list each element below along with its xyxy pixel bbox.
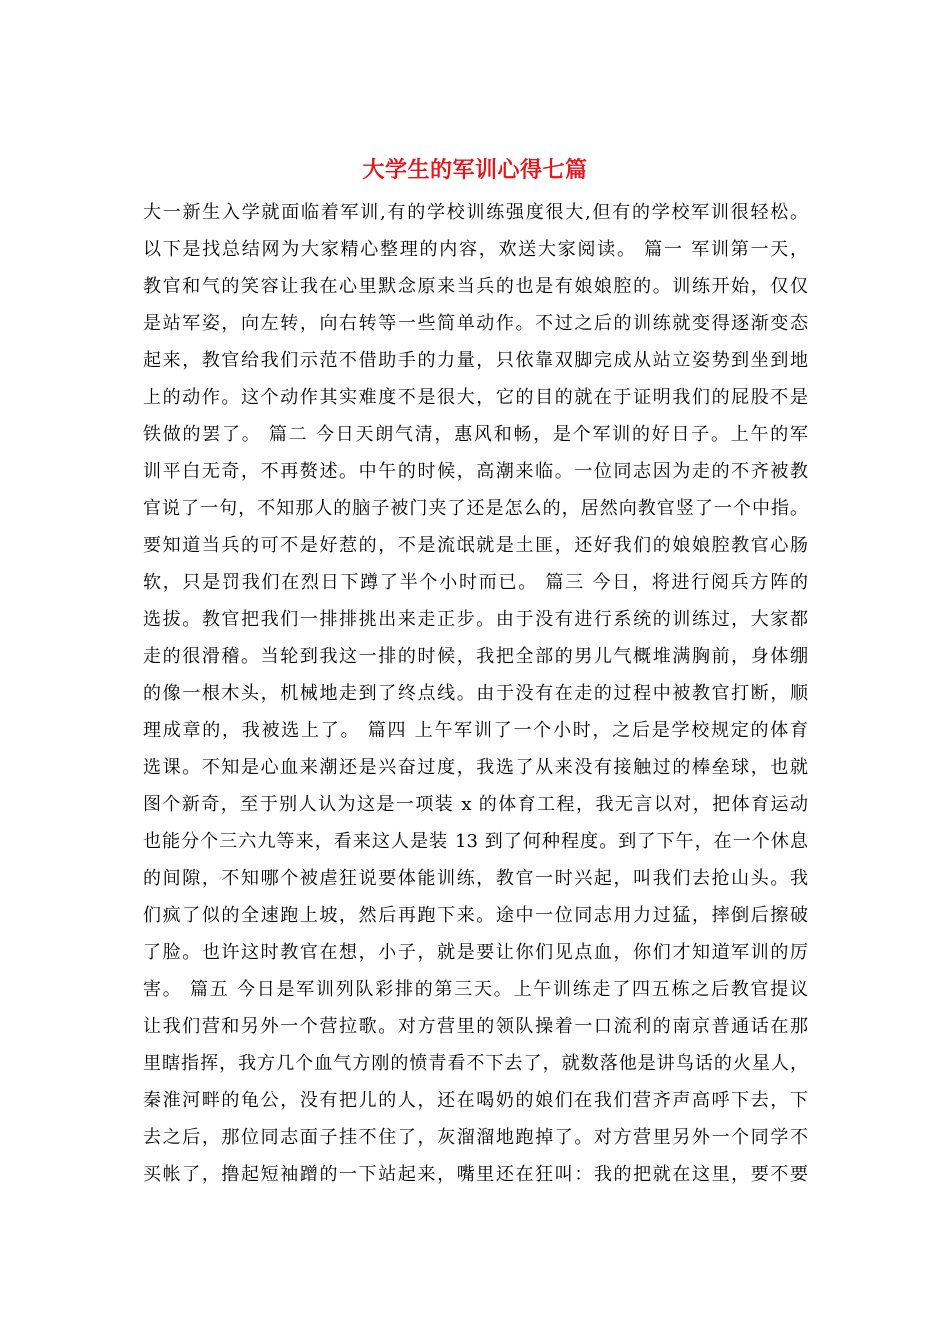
document-title: 大学生的军训心得七篇 xyxy=(362,157,588,183)
body-line: 选拔。教官把我们一排排挑出来走正步。由于没有进行系统的训练过，大家都 xyxy=(143,609,808,630)
body-line: 图个新奇，至于别人认为这是一项装 x 的体育工程，我无言以对，把体育运动 xyxy=(143,794,808,815)
body-line: 上的动作。这个动作其实难度不是很大，它的目的就在于证明我们的屁股不是 xyxy=(143,387,808,408)
body-line: 选课。不知是心血来潮还是兴奋过度，我选了从来没有接触过的棒垒球，也就 xyxy=(143,757,808,778)
body-line: 走的很滑稽。当轮到我这一排的时候，我把全部的男儿气概堆满胸前，身体绷 xyxy=(143,646,808,667)
document-body xyxy=(143,194,808,1193)
body-line: 里瞎指挥，我方几个血气方刚的愤青看不下去了，就数落他是讲鸟话的火星人， xyxy=(143,1053,808,1074)
body-line: 让我们营和另外一个营拉歌。对方营里的领队操着一口流利的南京普通话在那 xyxy=(143,1016,808,1037)
body-line: 训平白无奇，不再赘述。中午的时候，高潮来临。一位同志因为走的不齐被教 xyxy=(143,461,808,482)
body-line: 起来，教官给我们示范不借助手的力量，只依靠双脚完成从站立姿势到坐到地 xyxy=(143,350,808,371)
body-line: 害。 篇五 今日是军训列队彩排的第三天。上午训练走了四五栋之后教官提议 xyxy=(143,979,808,1000)
body-line: 买帐了，撸起短袖蹭的一下站起来，嘴里还在狂叫：我的把就在这里，要不要 xyxy=(143,1164,808,1185)
body-line: 铁做的罢了。 篇二 今日天朗气清，惠风和畅，是个军训的好日子。上午的军 xyxy=(143,424,808,445)
body-line: 是站军姿，向左转，向右转等一些简单动作。不过之后的训练就变得逐渐变态 xyxy=(143,313,808,334)
body-line: 也能分个三六九等来，看来这人是装 13 到了何种程度。到了下午，在一个休息 xyxy=(143,831,808,852)
body-line: 们疯了似的全速跑上坡，然后再跑下来。途中一位同志用力过猛，摔倒后擦破 xyxy=(143,905,808,926)
body-line: 了脸。也许这时教官在想，小子，就是要让你们见点血，你们才知道军训的厉 xyxy=(143,942,808,963)
body-line: 要知道当兵的可不是好惹的，不是流氓就是土匪，还好我们的娘娘腔教官心肠 xyxy=(143,535,808,556)
body-line: 的像一根木头，机械地走到了终点线。由于没有在走的过程中被教官打断，顺 xyxy=(143,683,808,704)
body-line: 去之后，那位同志面子挂不住了，灰溜溜地跑掉了。对方营里另外一个同学不 xyxy=(143,1127,808,1148)
body-line: 大一新生入学就面临着军训,有的学校训练强度很大,但有的学校军训很轻松。 xyxy=(143,202,808,223)
body-line: 官说了一句，不知那人的脑子被门夹了还是怎么的，居然向教官竖了一个中指。 xyxy=(143,498,808,519)
body-line: 理成章的，我被选上了。 篇四 上午军训了一个小时，之后是学校规定的体育 xyxy=(143,720,808,741)
body-line: 教官和气的笑容让我在心里默念原来当兵的也是有娘娘腔的。训练开始，仅仅 xyxy=(143,276,808,297)
body-line: 的间隙，不知哪个被虐狂说要体能训练，教官一时兴起，叫我们去抢山头。我 xyxy=(143,868,808,889)
body-line: 秦淮河畔的龟公，没有把儿的人，还在喝奶的娘们在我们营齐声高呼下去，下 xyxy=(143,1090,808,1111)
body-line: 以下是找总结网为大家精心整理的内容，欢送大家阅读。 篇一 军训第一天， xyxy=(143,239,808,260)
body-line: 软，只是罚我们在烈日下蹲了半个小时而已。 篇三 今日，将进行阅兵方阵的 xyxy=(143,572,808,593)
